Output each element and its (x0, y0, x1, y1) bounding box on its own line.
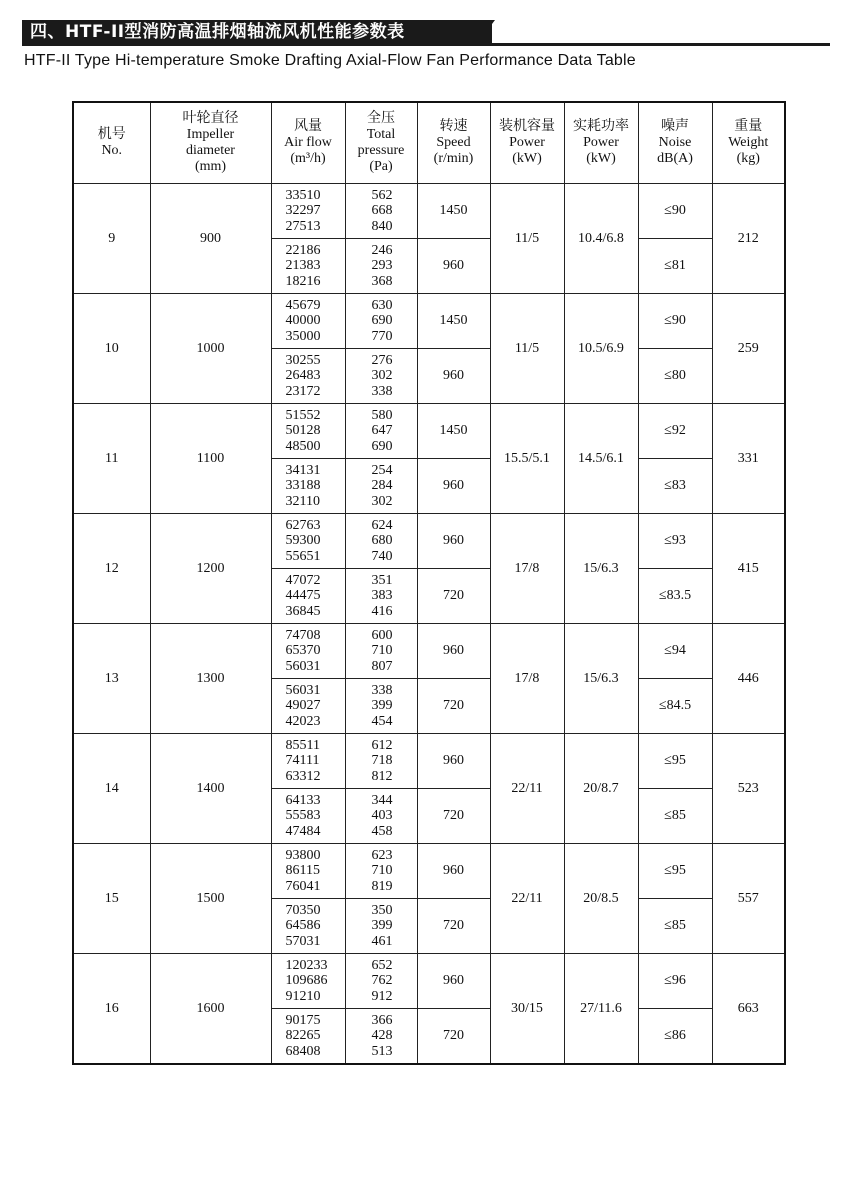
cell-noise: ≤95 (638, 844, 712, 899)
cell-value: 668 (371, 203, 393, 219)
cell-pressure (345, 789, 417, 844)
cell-value: 35000 (285, 328, 321, 344)
cell-value: 383 (371, 588, 393, 604)
cell-airflow (271, 459, 345, 514)
cell-diameter: 1200 (150, 514, 271, 624)
cell-value: 68408 (285, 1043, 321, 1059)
cell-value: 48500 (285, 438, 321, 454)
title-band-slant (477, 20, 495, 44)
cell-value: 21383 (285, 258, 321, 274)
cell-diameter: 1500 (150, 844, 271, 954)
cell-airflow (271, 954, 345, 1009)
cell-weight: 523 (712, 734, 785, 844)
cell-value: 55583 (285, 808, 321, 824)
cell-airflow (271, 1009, 345, 1065)
cell-noise: ≤93 (638, 514, 712, 569)
cell-value: 23172 (285, 383, 321, 399)
cell-value: 40000 (285, 313, 321, 329)
cell-noise: ≤83.5 (638, 569, 712, 624)
cell-value: 344 (371, 792, 393, 808)
cell-value: 912 (371, 988, 393, 1004)
cell-noise: ≤84.5 (638, 679, 712, 734)
cell-power-installed: 22/11 (490, 844, 564, 954)
header-no: 机号 No. (73, 102, 150, 184)
cell-value: 338 (371, 682, 393, 698)
cell-weight: 259 (712, 294, 785, 404)
cell-noise: ≤96 (638, 954, 712, 1009)
cell-weight: 415 (712, 514, 785, 624)
cell-power-installed: 22/11 (490, 734, 564, 844)
cell-noise: ≤95 (638, 734, 712, 789)
cell-value: 399 (371, 698, 393, 714)
cell-value: 368 (371, 273, 393, 289)
table-row (73, 844, 785, 899)
cell-value: 64586 (285, 918, 321, 934)
cell-diameter: 1400 (150, 734, 271, 844)
cell-value: 59300 (285, 533, 321, 549)
cell-value: 55651 (285, 548, 321, 564)
cell-value: 350 (371, 902, 393, 918)
cell-value: 366 (371, 1012, 393, 1028)
cell-value: 18216 (285, 273, 321, 289)
cell-airflow (271, 514, 345, 569)
cell-speed: 720 (417, 789, 490, 844)
page-title-en: HTF-II Type Hi-temperature Smoke Drafting Axial-Flow Fan Performance Data Table (24, 52, 636, 69)
cell-value: 30255 (285, 352, 321, 368)
cell-weight: 446 (712, 624, 785, 734)
cell-value: 65370 (285, 643, 321, 659)
cell-value: 454 (371, 713, 393, 729)
cell-value: 109686 (285, 973, 328, 989)
cell-value: 254 (371, 462, 393, 478)
cell-value: 62763 (285, 517, 321, 533)
header-power-consumed: 实耗功率 Power (kW) (564, 102, 638, 184)
table-row (73, 734, 785, 789)
cell-value: 293 (371, 258, 393, 274)
cell-value: 76041 (285, 878, 321, 894)
cell-noise: ≤85 (638, 899, 712, 954)
cell-value: 26483 (285, 368, 321, 384)
cell-value: 652 (371, 957, 393, 973)
cell-value: 47072 (285, 572, 321, 588)
cell-noise: ≤92 (638, 404, 712, 459)
cell-value: 562 (371, 187, 393, 203)
cell-no: 12 (73, 514, 150, 624)
cell-power-consumed: 14.5/6.1 (564, 404, 638, 514)
cell-pressure (345, 844, 417, 899)
cell-value: 85511 (285, 737, 320, 753)
table-row (73, 514, 785, 569)
cell-weight: 212 (712, 184, 785, 294)
cell-value: 120233 (285, 957, 328, 973)
cell-value: 351 (371, 572, 393, 588)
cell-value: 710 (371, 643, 393, 659)
cell-airflow (271, 294, 345, 349)
title-underline (22, 43, 830, 46)
cell-no: 11 (73, 404, 150, 514)
cell-power-installed: 17/8 (490, 514, 564, 624)
cell-value: 710 (371, 863, 393, 879)
cell-speed: 1450 (417, 404, 490, 459)
cell-speed: 960 (417, 514, 490, 569)
cell-airflow (271, 789, 345, 844)
cell-value: 302 (371, 368, 393, 384)
cell-value: 819 (371, 878, 393, 894)
cell-airflow (271, 734, 345, 789)
cell-power-installed: 11/5 (490, 184, 564, 294)
cell-pressure (345, 734, 417, 789)
cell-no: 10 (73, 294, 150, 404)
cell-value: 82265 (285, 1028, 321, 1044)
cell-value: 56031 (285, 682, 321, 698)
cell-no: 13 (73, 624, 150, 734)
cell-diameter: 1600 (150, 954, 271, 1065)
cell-value: 64133 (285, 792, 321, 808)
cell-airflow (271, 239, 345, 294)
performance-table (72, 101, 786, 1065)
cell-value: 284 (371, 478, 393, 494)
cell-no: 15 (73, 844, 150, 954)
cell-pressure (345, 184, 417, 239)
cell-airflow (271, 679, 345, 734)
cell-power-installed: 17/8 (490, 624, 564, 734)
cell-value: 690 (371, 313, 393, 329)
cell-diameter: 1100 (150, 404, 271, 514)
cell-value: 740 (371, 548, 393, 564)
cell-value: 338 (371, 383, 393, 399)
table-row (73, 184, 785, 239)
table-row (73, 624, 785, 679)
cell-value: 600 (371, 627, 393, 643)
cell-value: 718 (371, 753, 393, 769)
cell-power-installed: 11/5 (490, 294, 564, 404)
cell-value: 70350 (285, 902, 321, 918)
cell-speed: 1450 (417, 184, 490, 239)
cell-speed: 960 (417, 734, 490, 789)
cell-power-consumed: 27/11.6 (564, 954, 638, 1065)
cell-pressure (345, 569, 417, 624)
cell-pressure (345, 899, 417, 954)
cell-value: 416 (371, 603, 393, 619)
cell-value: 44475 (285, 588, 321, 604)
cell-value: 812 (371, 768, 393, 784)
cell-value: 33510 (285, 187, 321, 203)
cell-airflow (271, 404, 345, 459)
cell-no: 16 (73, 954, 150, 1065)
cell-diameter: 1000 (150, 294, 271, 404)
cell-value: 399 (371, 918, 393, 934)
cell-airflow (271, 184, 345, 239)
cell-value: 630 (371, 297, 393, 313)
cell-value: 276 (371, 352, 393, 368)
cell-value: 93800 (285, 847, 321, 863)
cell-value: 45679 (285, 297, 321, 313)
cell-value: 513 (371, 1043, 393, 1059)
cell-noise: ≤90 (638, 184, 712, 239)
cell-speed: 960 (417, 624, 490, 679)
cell-speed: 720 (417, 679, 490, 734)
cell-value: 36845 (285, 603, 321, 619)
cell-value: 57031 (285, 933, 321, 949)
cell-pressure (345, 239, 417, 294)
cell-power-consumed: 20/8.5 (564, 844, 638, 954)
cell-power-installed: 30/15 (490, 954, 564, 1065)
cell-airflow (271, 899, 345, 954)
cell-value: 680 (371, 533, 393, 549)
cell-pressure (345, 459, 417, 514)
cell-value: 86115 (285, 863, 320, 879)
cell-value: 47484 (285, 823, 321, 839)
cell-airflow (271, 624, 345, 679)
cell-pressure (345, 1009, 417, 1065)
cell-power-consumed: 15/6.3 (564, 624, 638, 734)
cell-speed: 720 (417, 899, 490, 954)
cell-value: 458 (371, 823, 393, 839)
cell-weight: 331 (712, 404, 785, 514)
cell-value: 51552 (285, 407, 321, 423)
cell-value: 34131 (285, 462, 321, 478)
header-weight: 重量 Weight (kg) (712, 102, 785, 184)
cell-noise: ≤94 (638, 624, 712, 679)
cell-power-consumed: 15/6.3 (564, 514, 638, 624)
cell-weight: 663 (712, 954, 785, 1065)
header-airflow: 风量 Air flow (m³/h) (271, 102, 345, 184)
cell-speed: 960 (417, 954, 490, 1009)
cell-value: 90175 (285, 1012, 321, 1028)
header-impeller: 叶轮直径 Impeller diameter (mm) (150, 102, 271, 184)
cell-value: 74708 (285, 627, 321, 643)
cell-value: 807 (371, 658, 393, 674)
cell-value: 302 (371, 493, 393, 509)
cell-value: 580 (371, 407, 393, 423)
cell-power-consumed: 10.4/6.8 (564, 184, 638, 294)
cell-pressure (345, 404, 417, 459)
cell-pressure (345, 679, 417, 734)
cell-pressure (345, 294, 417, 349)
cell-noise: ≤86 (638, 1009, 712, 1065)
page-title-cn: 四、HTF-II型消防高温排烟轴流风机性能参数表 (30, 22, 405, 42)
header-row (73, 102, 785, 184)
cell-value: 840 (371, 218, 393, 234)
table-row (73, 404, 785, 459)
cell-speed: 960 (417, 349, 490, 404)
cell-value: 623 (371, 847, 393, 863)
cell-value: 461 (371, 933, 393, 949)
cell-value: 74111 (285, 753, 320, 769)
cell-weight: 557 (712, 844, 785, 954)
cell-value: 624 (371, 517, 393, 533)
header-noise: 噪声 Noise dB(A) (638, 102, 712, 184)
cell-pressure (345, 514, 417, 569)
cell-value: 32297 (285, 203, 321, 219)
cell-power-installed: 15.5/5.1 (490, 404, 564, 514)
cell-speed: 960 (417, 239, 490, 294)
cell-value: 246 (371, 242, 393, 258)
cell-airflow (271, 349, 345, 404)
cell-value: 50128 (285, 423, 321, 439)
cell-speed: 1450 (417, 294, 490, 349)
cell-noise: ≤81 (638, 239, 712, 294)
cell-value: 770 (371, 328, 393, 344)
table-row (73, 954, 785, 1009)
table-row (73, 294, 785, 349)
cell-speed: 960 (417, 459, 490, 514)
cell-value: 647 (371, 423, 393, 439)
title-bar (22, 20, 830, 46)
cell-pressure (345, 954, 417, 1009)
cell-value: 49027 (285, 698, 321, 714)
header-pressure: 全压 Total pressure (Pa) (345, 102, 417, 184)
cell-noise: ≤90 (638, 294, 712, 349)
cell-value: 32110 (285, 493, 320, 509)
cell-power-consumed: 20/8.7 (564, 734, 638, 844)
cell-speed: 960 (417, 844, 490, 899)
cell-value: 762 (371, 973, 393, 989)
cell-diameter: 1300 (150, 624, 271, 734)
cell-no: 14 (73, 734, 150, 844)
cell-speed: 720 (417, 569, 490, 624)
cell-diameter: 900 (150, 184, 271, 294)
cell-noise: ≤80 (638, 349, 712, 404)
cell-value: 63312 (285, 768, 321, 784)
cell-speed: 720 (417, 1009, 490, 1065)
cell-value: 403 (371, 808, 393, 824)
cell-value: 42023 (285, 713, 321, 729)
cell-no: 9 (73, 184, 150, 294)
cell-value: 33188 (285, 478, 321, 494)
cell-value: 612 (371, 737, 393, 753)
cell-value: 428 (371, 1028, 393, 1044)
cell-value: 27513 (285, 218, 321, 234)
cell-value: 56031 (285, 658, 321, 674)
header-speed: 转速 Speed (r/min) (417, 102, 490, 184)
cell-value: 22186 (285, 242, 321, 258)
cell-pressure (345, 349, 417, 404)
cell-noise: ≤83 (638, 459, 712, 514)
table-body (73, 184, 785, 1065)
cell-airflow (271, 569, 345, 624)
cell-value: 690 (371, 438, 393, 454)
cell-noise: ≤85 (638, 789, 712, 844)
cell-airflow (271, 844, 345, 899)
header-power-installed: 装机容量 Power (kW) (490, 102, 564, 184)
cell-power-consumed: 10.5/6.9 (564, 294, 638, 404)
cell-value: 91210 (285, 988, 321, 1004)
cell-pressure (345, 624, 417, 679)
